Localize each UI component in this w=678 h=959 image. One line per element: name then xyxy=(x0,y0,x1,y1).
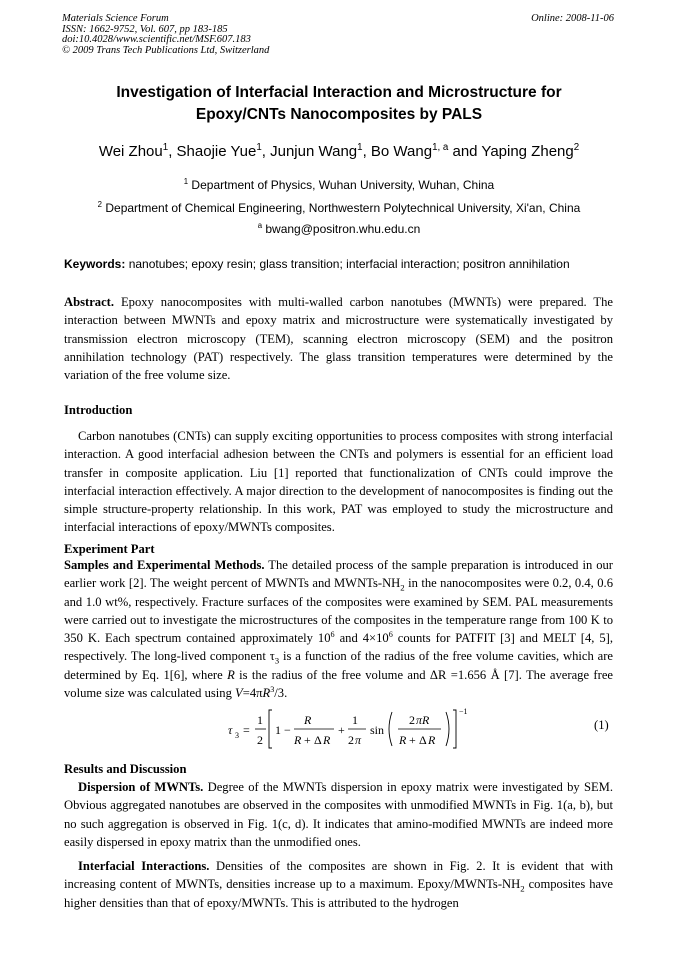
dispersion-paragraph xyxy=(64,778,613,851)
email-text: bwang@positron.whu.edu.cn xyxy=(262,222,421,236)
copyright-line: © 2009 Trans Tech Publications Ltd, Switzerland xyxy=(62,44,270,56)
svg-text:τ: τ xyxy=(228,723,233,737)
svg-text:π: π xyxy=(355,733,362,747)
affiliation-text: Department of Chemical Engineering, Northwestern Polytechnical University, Xi'an, China xyxy=(102,201,581,215)
journal-name: Materials Science Forum xyxy=(62,13,169,24)
svg-text:+: + xyxy=(304,733,311,747)
keywords-text: nanotubes; epoxy resin; glass transition; interfacial interaction; positron annihilation xyxy=(125,257,570,271)
author-affil-mark: 1 xyxy=(256,142,262,153)
svg-text:1: 1 xyxy=(257,713,263,727)
dispersion-label: Dispersion of MWNTs. xyxy=(78,780,204,794)
affiliation-text: Department of Physics, Wuhan University, Wuhan, China xyxy=(188,178,495,192)
svg-text:+: + xyxy=(409,733,416,747)
svg-text:R: R xyxy=(428,733,436,747)
svg-text:2: 2 xyxy=(409,713,415,727)
svg-text:2: 2 xyxy=(257,733,263,747)
online-date: Online: 2008-11-06 xyxy=(531,13,614,24)
experiment-body: Samples and Experimental Methods. The detailed process of the sample preparation is introduced in our earlier work [2]. The weight percent of MWNTs and MWNTs-$NH_2$ in the nanocomposites were 0.2, 0.4, 0.6 and 1.0 wt%, respectively. Fracture surfaces of the composites were examined by SEM. PAL measurements were carried out to investigate the microstructures of the composites in the temperature range from 100 K to 350 K. Each spectrum contained approximately $10^6$ and $4\times 10^6$ counts for PATFIT [3] and MELT [4, 5], respectively. The long-lived component $\tau_3$ is a function of the radius of the free volume cavities, which are determined by Eq. 1[6], where R is the radius of the free volume and ΔR =1.656 Å [7]. The average free volume size was calculated using $V=4\pi R^3/3$. xyxy=(64,558,614,701)
author-affil-mark: 1 xyxy=(357,142,363,153)
experiment-subheading: Samples and Experimental Methods. xyxy=(64,558,265,572)
author-name: Yaping Zheng xyxy=(481,143,574,160)
keywords-label: Keywords: xyxy=(64,257,126,271)
svg-text:3: 3 xyxy=(235,731,239,740)
author-separator: , xyxy=(261,143,271,160)
svg-text:R: R xyxy=(294,733,302,747)
svg-text:πR: πR xyxy=(416,713,430,727)
svg-text:sin: sin xyxy=(370,723,385,737)
email-mark: a xyxy=(257,221,263,230)
corresponding-email xyxy=(30,222,648,236)
abstract-text: Epoxy nanocomposites with multi-walled carbon nanotubes (MWNTs) were prepared. The interaction between MWNTs and epoxy matrix and microstructure were systematically investigated by transmission electron microscopy (TEM), scanning electron microscopy (SEM) and the positron annihilation technology (PAT) respectively. The glass transition temperatures were determined by the variation of the free volume size. xyxy=(64,295,613,383)
introduction-text: Carbon nanotubes (CNTs) can supply exciting opportunities to process composites with strong interfacial interaction. A good interfacial adhesion between the CNTs and polymers is essential for an efficient load transfer in composite application. Liu [1] reported that functionalization of CNTs could improve the interfacial interaction effectively. A major direction to the development of nanocomposites is finding out the simple structure-property relationship. In this work, PAT was employed to study the microstructure and interfacial interactions of epoxy/MWNTs composites. xyxy=(64,429,613,535)
author-affil-mark: 1 xyxy=(162,142,169,153)
results-heading: Results and Discussion xyxy=(64,762,187,776)
title-line-1: Investigation of Interfacial Interaction and Microstructure for xyxy=(116,84,562,101)
dispersion-text: Degree of the MWNTs dispersion in epoxy matrix were investigated by SEM. Obvious aggregated nanotubes are observed in the composites with unmodified MWNTs in Fig. 1(a, b), but no such aggregation is observed in Fig. 1(c, d). It indicates that amino-modified MWNTs are indeed more easily dispersed in epoxy matrix than the unmodified ones. xyxy=(64,780,613,849)
affiliation-mark: 2 xyxy=(97,200,103,209)
doi-line: doi:10.4028/www.scientific.net/MSF.607.183 xyxy=(62,34,251,45)
author-name: Junjun Wang xyxy=(270,143,358,160)
abstract-label: Abstract. xyxy=(64,295,115,309)
svg-text:+: + xyxy=(338,723,345,737)
keywords xyxy=(64,257,624,271)
svg-text:R: R xyxy=(304,713,312,727)
svg-text:R: R xyxy=(323,733,331,747)
svg-text:−1: −1 xyxy=(459,707,468,716)
equation-number: (1) xyxy=(594,718,609,732)
author-list xyxy=(30,142,648,162)
affiliation-mark: 1 xyxy=(183,177,189,186)
svg-text:−: − xyxy=(284,723,291,737)
author-name: Shaojie Yue xyxy=(176,143,257,160)
affiliation-2 xyxy=(30,201,648,215)
title-line-2: Epoxy/CNTs Nanocomposites by PALS xyxy=(195,106,483,123)
introduction-heading: Introduction xyxy=(64,403,133,417)
author-separator: , xyxy=(362,143,371,160)
svg-text:2: 2 xyxy=(348,733,354,747)
svg-text:1: 1 xyxy=(352,713,358,727)
author-affil-mark: 1, a xyxy=(432,142,449,153)
running-header xyxy=(62,14,269,56)
experiment-heading: Experiment Part xyxy=(64,542,155,556)
author-name: Wei Zhou xyxy=(98,143,163,160)
svg-text:R: R xyxy=(399,733,407,747)
abstract xyxy=(64,293,613,384)
interfacial-paragraph: Interfacial Interactions. Densities of the composites are shown in Fig. 2. It is evident that with increasing content of MWNTs, densities increase up to a maximum. Epoxy/$MWNTs-NH_2$ composites have higher densities than that of epoxy/MWNTs. This is attributed to the hydrogen xyxy=(64,859,613,910)
interfacial-label: Interfacial Interactions. xyxy=(78,859,210,873)
author-separator: , xyxy=(168,143,177,160)
paper-title xyxy=(40,82,638,126)
author-conjunction: and xyxy=(448,143,482,160)
svg-text:=: = xyxy=(243,723,250,737)
svg-text:Δ: Δ xyxy=(419,733,427,747)
author-affil-mark: 2 xyxy=(573,142,580,153)
svg-text:1: 1 xyxy=(275,723,281,737)
equation-1 xyxy=(226,706,496,752)
author-name: Bo Wang xyxy=(370,143,433,160)
introduction-body xyxy=(64,427,613,537)
svg-text:Δ: Δ xyxy=(314,733,322,747)
issn-line: ISSN: 1662-9752, Vol. 607, pp 183-185 xyxy=(62,23,228,35)
affiliation-1 xyxy=(30,178,648,192)
